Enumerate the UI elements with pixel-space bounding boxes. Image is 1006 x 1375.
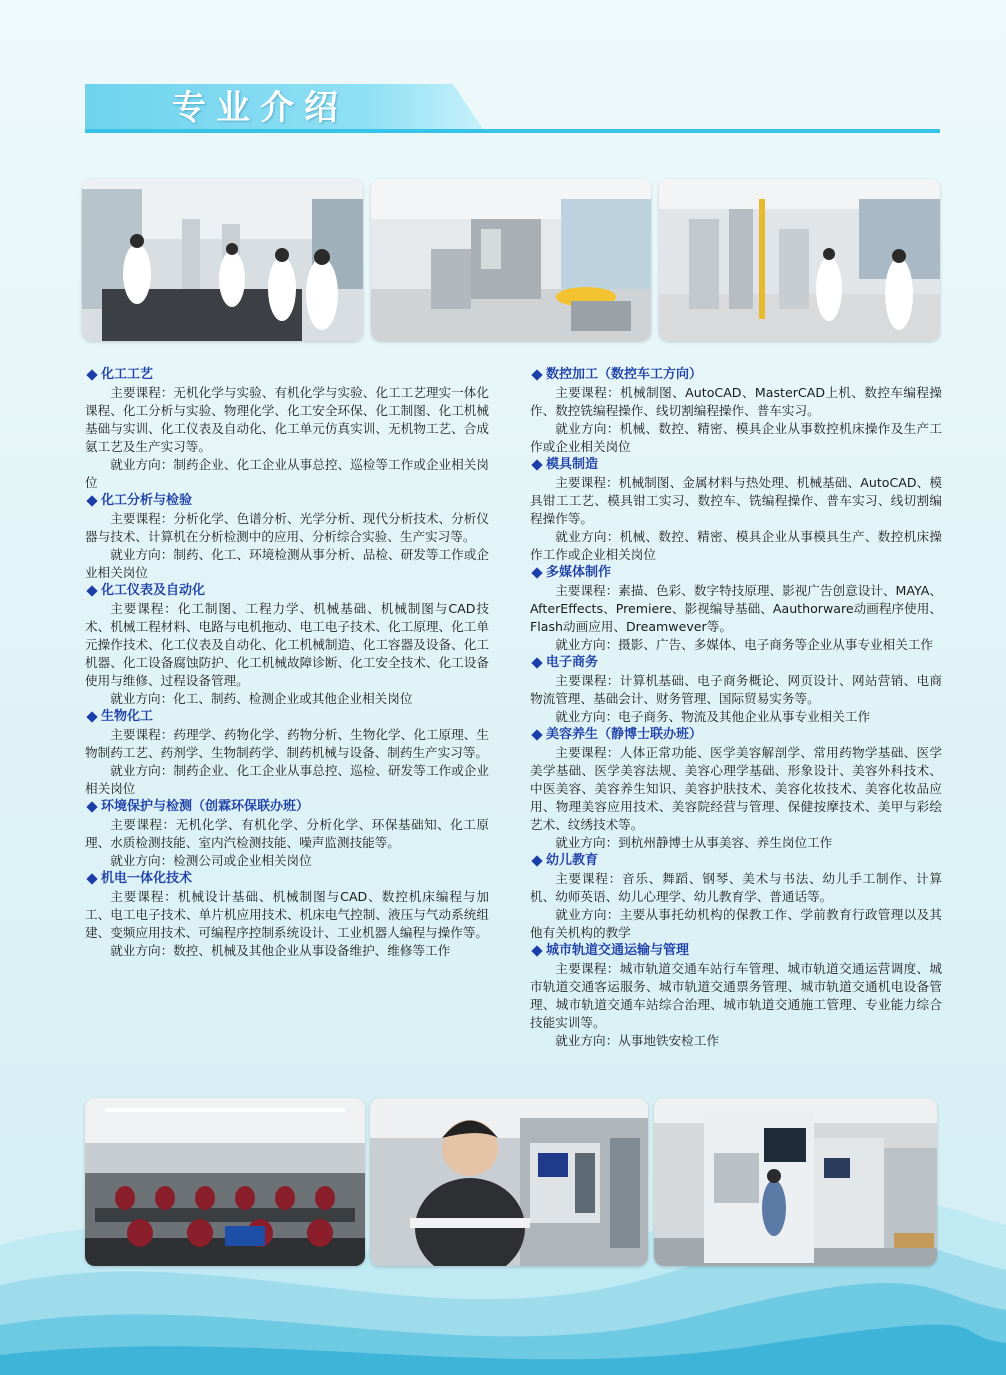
diamond-bullet-icon xyxy=(531,657,542,668)
cnc-machines-photo xyxy=(654,1098,937,1266)
section-preschool xyxy=(530,852,942,942)
career-paragraph: 就业方向：到杭州静博士从事美容、养生岗位工作 xyxy=(555,835,833,850)
course-paragraph: 主要课程：城市轨道交通车站行车管理、城市轨道交通运营调度、城市轨道交通客运服务、城市轨道交通票务管理、城市轨道交通机电设备管理、城市轨道交通车站综合治理、城市轨道交通施工管理、专业能力综合技能实训等。 xyxy=(530,961,942,1030)
course-paragraph: 主要课程：人体正常功能、医学美容解剖学、常用药物学基础、医学美学基础、医学美容法规、美容心理学基础、形象设计、美容外科技术、中医美容、美容养生知识、美容护肤技术、美容化妆技术、美容化妆品应用、物理美容应用技术、美容院经营与管理、保健按摩技术、美甲与彩绘艺术、纹绣技术等。 xyxy=(530,745,942,832)
career-paragraph: 就业方向：主要从事托幼机构的保教工作、学前教育行政管理以及其他有关机构的教学 xyxy=(530,907,942,940)
section-ecommerce xyxy=(530,654,942,726)
right-column xyxy=(530,366,942,1050)
section-rail-transit xyxy=(530,942,942,1050)
section-title: 模具制造 xyxy=(530,456,942,474)
left-column xyxy=(85,366,489,960)
course-paragraph: 主要课程：素描、色彩、数字特技原理、影视广告创意设计、MAYA、AfterEffects、Premiere、影视编导基础、Aauthorware动画程序使用、Flash动画应用、Dreamwever等。 xyxy=(530,583,942,634)
section-chemical-analysis xyxy=(85,492,489,582)
career-paragraph: 就业方向：化工、制药、检测企业或其他企业相关岗位 xyxy=(110,691,413,706)
section-beauty xyxy=(530,726,942,852)
page-title: 专业介绍 xyxy=(172,88,348,128)
career-paragraph: 就业方向：制药企业、化工企业从事总控、巡检等工作或企业相关岗位 xyxy=(85,457,489,490)
diamond-bullet-icon xyxy=(86,585,97,596)
section-title: 化工仪表及自动化 xyxy=(85,582,489,600)
course-paragraph: 主要课程：计算机基础、电子商务概论、网页设计、网站营销、电商物流管理、基础会计、财务管理、国际贸易实务等。 xyxy=(530,673,942,706)
section-mechatronics xyxy=(85,870,489,960)
diamond-bullet-icon xyxy=(531,945,542,956)
section-title: 城市轨道交通运输与管理 xyxy=(530,942,942,960)
header-underline xyxy=(85,129,940,133)
section-chemical-process xyxy=(85,366,489,492)
course-paragraph: 主要课程：音乐、舞蹈、钢琴、美术与书法、幼儿手工制作、计算机、幼师英语、幼儿心理学、幼儿教育学、普通话等。 xyxy=(530,871,942,904)
section-title: 环境保护与检测（创霖环保联办班） xyxy=(85,798,489,816)
section-title: 生物化工 xyxy=(85,708,489,726)
section-bio-chemical xyxy=(85,708,489,798)
section-title: 美容养生（静博士联办班） xyxy=(530,726,942,744)
diamond-bullet-icon xyxy=(86,801,97,812)
diamond-bullet-icon xyxy=(531,369,542,380)
career-paragraph: 就业方向：数控、机械及其他企业从事设备维护、维修等工作 xyxy=(110,943,451,958)
course-paragraph: 主要课程：分析化学、色谱分析、光学分析、现代分析技术、分析仪器与技术、计算机在分析检测中的应用、分析综合实验、生产实习等。 xyxy=(85,511,489,544)
section-cnc xyxy=(530,366,942,456)
course-paragraph: 主要课程：机械设计基础、机械制图与CAD、数控机床编程与加工、电工电子技术、单片机应用技术、机床电气控制、液压与气动系统组建、变频应用技术、可编程序控制系统设计、工业机器人编程与操作等。 xyxy=(85,889,489,940)
career-paragraph: 就业方向：机械、数控、精密、模具企业从事数控机床操作及生产工作或企业相关岗位 xyxy=(530,421,942,454)
course-paragraph: 主要课程：机械制图、金属材料与热处理、机械基础、AutoCAD、模具钳工工艺、模具钳工实习、数控车、铣编程操作、普车实习、线切割编程操作等。 xyxy=(530,475,942,526)
section-title: 化工分析与检验 xyxy=(85,492,489,510)
section-title: 机电一体化技术 xyxy=(85,870,489,888)
career-paragraph: 就业方向：制药企业、化工企业从事总控、巡检、研发等工作或企业相关岗位 xyxy=(85,763,489,796)
diamond-bullet-icon xyxy=(531,855,542,866)
section-multimedia xyxy=(530,564,942,654)
course-paragraph: 主要课程：无机化学、有机化学、分析化学、环保基础知、化工原理、水质检测技能、室内汽检测技能、噪声监测技能等。 xyxy=(85,817,489,850)
section-title: 多媒体制作 xyxy=(530,564,942,582)
career-paragraph: 就业方向：摄影、广告、多媒体、电子商务等企业从事专业相关工作 xyxy=(555,637,933,652)
course-paragraph: 主要课程：药理学、药物化学、药物分析、生物化学、化工原理、生物制药工艺、药剂学、生物制药学、制药机械与设备、制药生产实习等。 xyxy=(85,727,489,760)
pharma-equipment-photo xyxy=(371,179,651,341)
career-paragraph: 就业方向：检测公司或企业相关岗位 xyxy=(110,853,312,868)
diamond-bullet-icon xyxy=(86,495,97,506)
diamond-bullet-icon xyxy=(86,711,97,722)
section-instrumentation xyxy=(85,582,489,708)
section-title: 电子商务 xyxy=(530,654,942,672)
diamond-bullet-icon xyxy=(531,459,542,470)
course-paragraph: 主要课程：无机化学与实验、有机化学与实验、化工工艺理实一体化课程、化工分析与实验、物理化学、化工安全环保、化工制图、化工机械基础与实训、化工仪表及自动化、化工单元仿真实训、无机物工艺、合成氨工艺及生产实习等。 xyxy=(85,385,489,454)
career-paragraph: 就业方向：机械、数控、精密、模具企业从事模具生产、数控机床操作工作或企业相关岗位 xyxy=(530,529,942,562)
diamond-bullet-icon xyxy=(86,873,97,884)
diamond-bullet-icon xyxy=(531,729,542,740)
chemical-pilot-plant-photo xyxy=(659,179,940,341)
section-title: 幼儿教育 xyxy=(530,852,942,870)
section-environment xyxy=(85,798,489,870)
diamond-bullet-icon xyxy=(531,567,542,578)
section-title: 化工工艺 xyxy=(85,366,489,384)
course-paragraph: 主要课程：机械制图、AutoCAD、MasterCAD上机、数控车编程操作、数控铣编程操作、线切割编程操作、普车实习。 xyxy=(530,385,942,418)
section-mold xyxy=(530,456,942,564)
career-paragraph: 就业方向：电子商务、物流及其他企业从事专业相关工作 xyxy=(555,709,871,724)
career-paragraph: 就业方向：从事地铁安检工作 xyxy=(555,1033,719,1048)
lab-students-photo xyxy=(82,179,363,341)
diamond-bullet-icon xyxy=(86,369,97,380)
computer-classroom-photo xyxy=(85,1098,365,1266)
career-paragraph: 就业方向：制药、化工、环境检测从事分析、品检、研发等工作或企业相关岗位 xyxy=(85,547,489,580)
section-title: 数控加工（数控车工方向） xyxy=(530,366,942,384)
course-paragraph: 主要课程：化工制图、工程力学、机械基础、机械制图与CAD技术、机械工程材料、电路与电机拖动、电工电子技术、化工原理、化工单元操作技术、化工仪表及自动化、化工机械制造、化工容器及设备、化工机器、化工设备腐蚀防护、化工机械故障诊断、化工安全技术、化工设备使用与维修、过程设备管理。 xyxy=(85,601,489,688)
cnc-operation-photo xyxy=(370,1098,648,1266)
